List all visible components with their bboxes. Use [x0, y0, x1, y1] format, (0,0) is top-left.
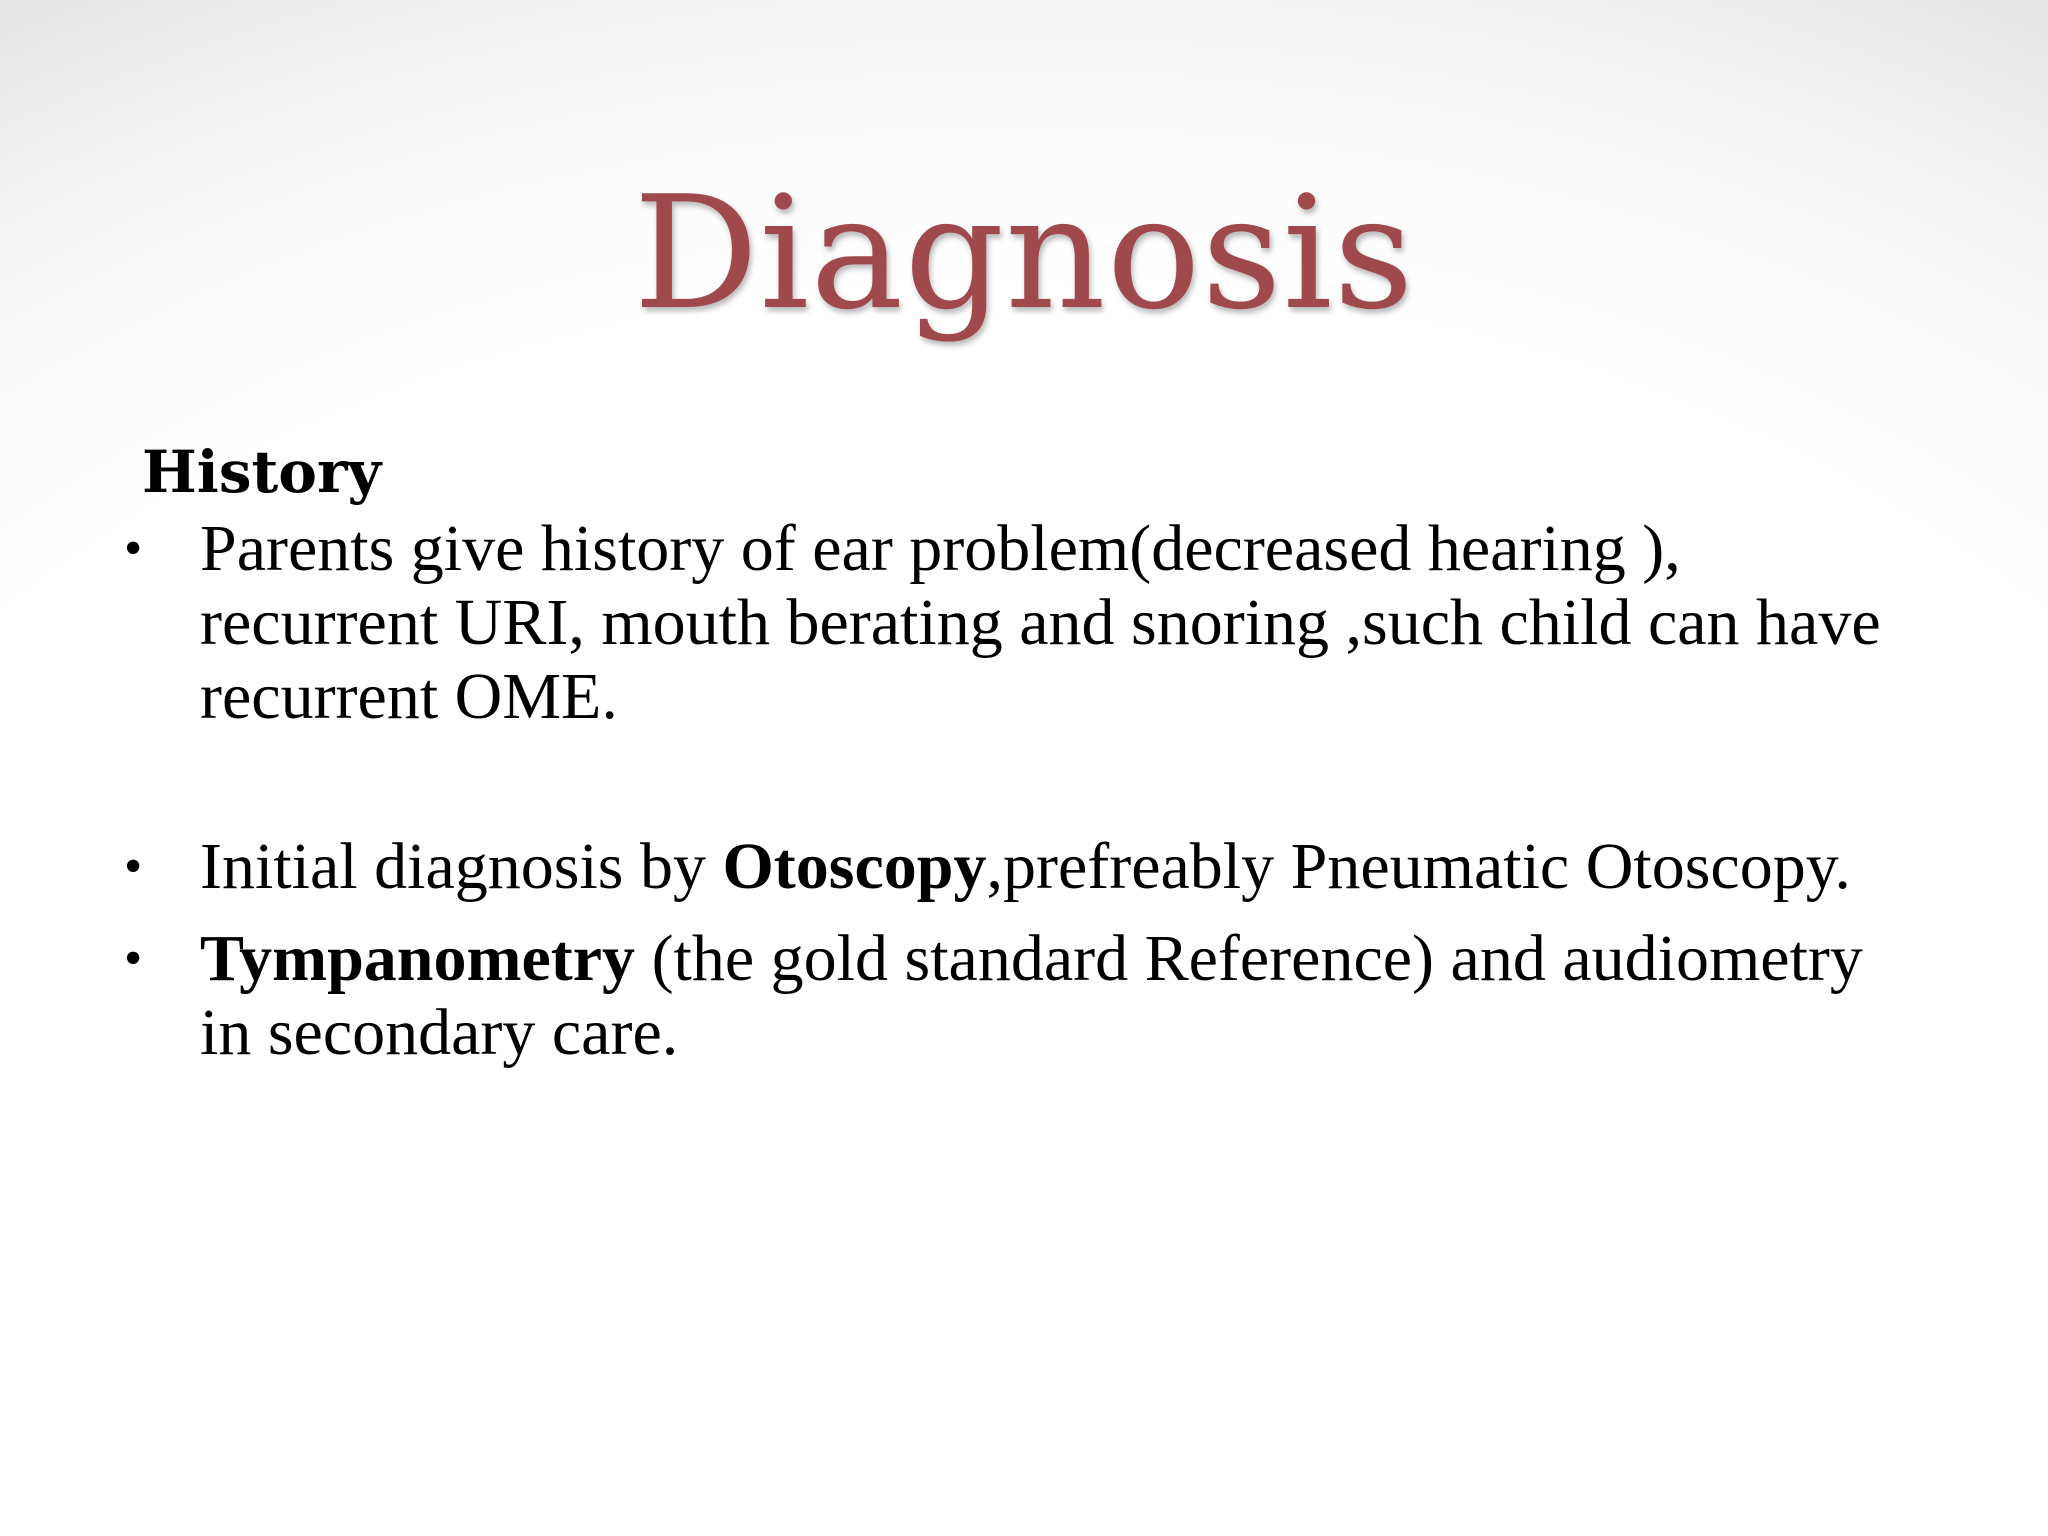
bullet-item-tympanometry [120, 922, 1920, 1070]
bullet-item-otoscopy [120, 830, 1920, 904]
bullet-icon: • [124, 520, 143, 577]
bullet-text-pre: Initial diagnosis by [200, 830, 723, 903]
bullet-item-history [120, 512, 1920, 734]
bullet-icon: • [124, 838, 143, 895]
bullet-text-bold: Otoscopy [722, 830, 987, 903]
bullet-text-post: (the gold standard Reference) and audiometry in secondary care. [200, 922, 1863, 1069]
bullet-text-bold: Tympanometry [200, 922, 636, 995]
bullet-text-post: ,prefreably Pneumatic Otoscopy. [986, 830, 1851, 903]
slide-content [120, 432, 1920, 1070]
bullet-list [120, 512, 1920, 1070]
bullet-icon: • [124, 930, 143, 987]
slide-title: Diagnosis [633, 162, 1415, 344]
history-heading: History [142, 438, 382, 506]
bullet-text: Parents give history of ear problem(decreased hearing ), recurrent URI, mouth berating and snoring ,such child can have recurrent OME. [200, 512, 1881, 733]
